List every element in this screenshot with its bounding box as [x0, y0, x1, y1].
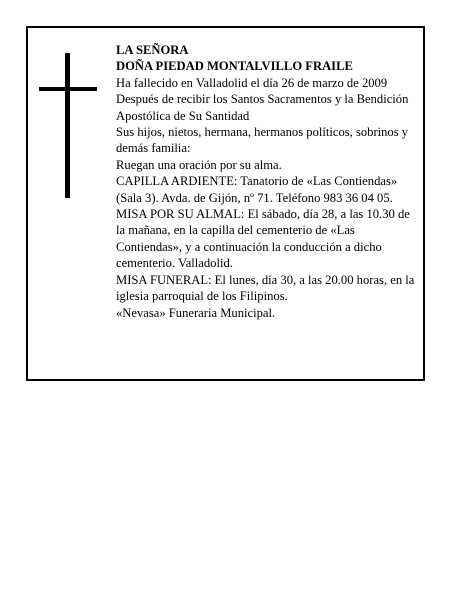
chapel-info: CAPILLA ARDIENTE: Tanatorio de «Las Contiendas» (Sala 3). Avda. de Gijón, nº 71. Teléfono 983 36 04 05.	[116, 174, 398, 205]
funeral-home: «Nevasa» Funeraria Municipal.	[116, 305, 276, 320]
prayer-request: Ruegan una oración por su alma.	[116, 157, 282, 172]
sacraments-statement: Después de recibir los Santos Sacramentos y la Bendición Apostólica de Su Santidad	[116, 92, 409, 123]
mass-info: MISA POR SU ALMAL: El sábado, día 28, a las 10.30 de la mañana, en la capilla del cementerio de «Las Contiendas», y a continuación la conducción a dicho cementerio. Valladolid.	[116, 207, 410, 271]
cross-icon	[39, 53, 97, 198]
notice-heading: LA SEÑORA	[116, 43, 189, 57]
cross-vertical-bar	[65, 53, 70, 198]
cross-horizontal-bar	[39, 87, 97, 91]
family-statement: Sus hijos, nietos, hermana, hermanos políticos, sobrinos y demás familia:	[116, 125, 409, 156]
notice-text	[116, 42, 422, 321]
obituary-notice	[26, 26, 425, 381]
deceased-name: DOÑA PIEDAD MONTALVILLO FRAILE	[116, 59, 353, 74]
death-statement: Ha fallecido en Valladolid el día 26 de marzo de 2009	[116, 75, 388, 90]
funeral-mass-info: MISA FUNERAL: El lunes, día 30, a las 20.00 horas, en la iglesia parroquial de los Filipinos.	[116, 272, 415, 304]
